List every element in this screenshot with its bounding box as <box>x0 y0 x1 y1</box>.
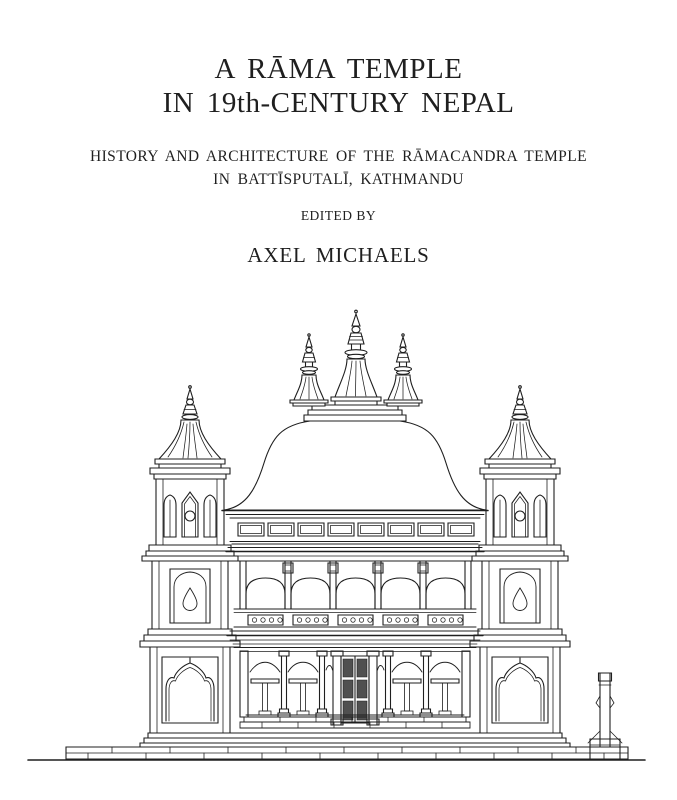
title-line-1: A RĀMA TEMPLE <box>214 53 463 85</box>
center-pinnacle <box>331 310 381 405</box>
edited-by-label: EDITED BY <box>300 208 377 223</box>
book-title <box>0 52 677 120</box>
subtitle-line-1: HISTORY AND ARCHITECTURE OF THE RĀMACANDRA TEMPLE <box>90 148 587 165</box>
corner-tower-right <box>470 386 570 733</box>
clerestory-frieze <box>226 518 484 556</box>
entrance-door <box>331 651 379 725</box>
corner-tower <box>140 386 240 733</box>
balustrade <box>227 609 483 644</box>
temple-elevation-drawing <box>0 293 677 773</box>
side-pinnacle <box>290 334 328 406</box>
title-line-2: IN 19th-CENTURY NEPAL <box>162 87 515 119</box>
dome <box>222 405 488 515</box>
subtitle-line-2: IN BATTĪSPUTALĪ, KATHMANDU <box>213 171 464 188</box>
editor-name: AXEL MICHAELS <box>247 243 430 267</box>
upper-arcade <box>234 561 476 609</box>
stone-platform <box>28 733 645 760</box>
bench <box>251 679 279 715</box>
book-subtitle <box>0 145 677 191</box>
roof-pinnacles <box>290 310 422 406</box>
votive-pillar <box>588 673 622 759</box>
